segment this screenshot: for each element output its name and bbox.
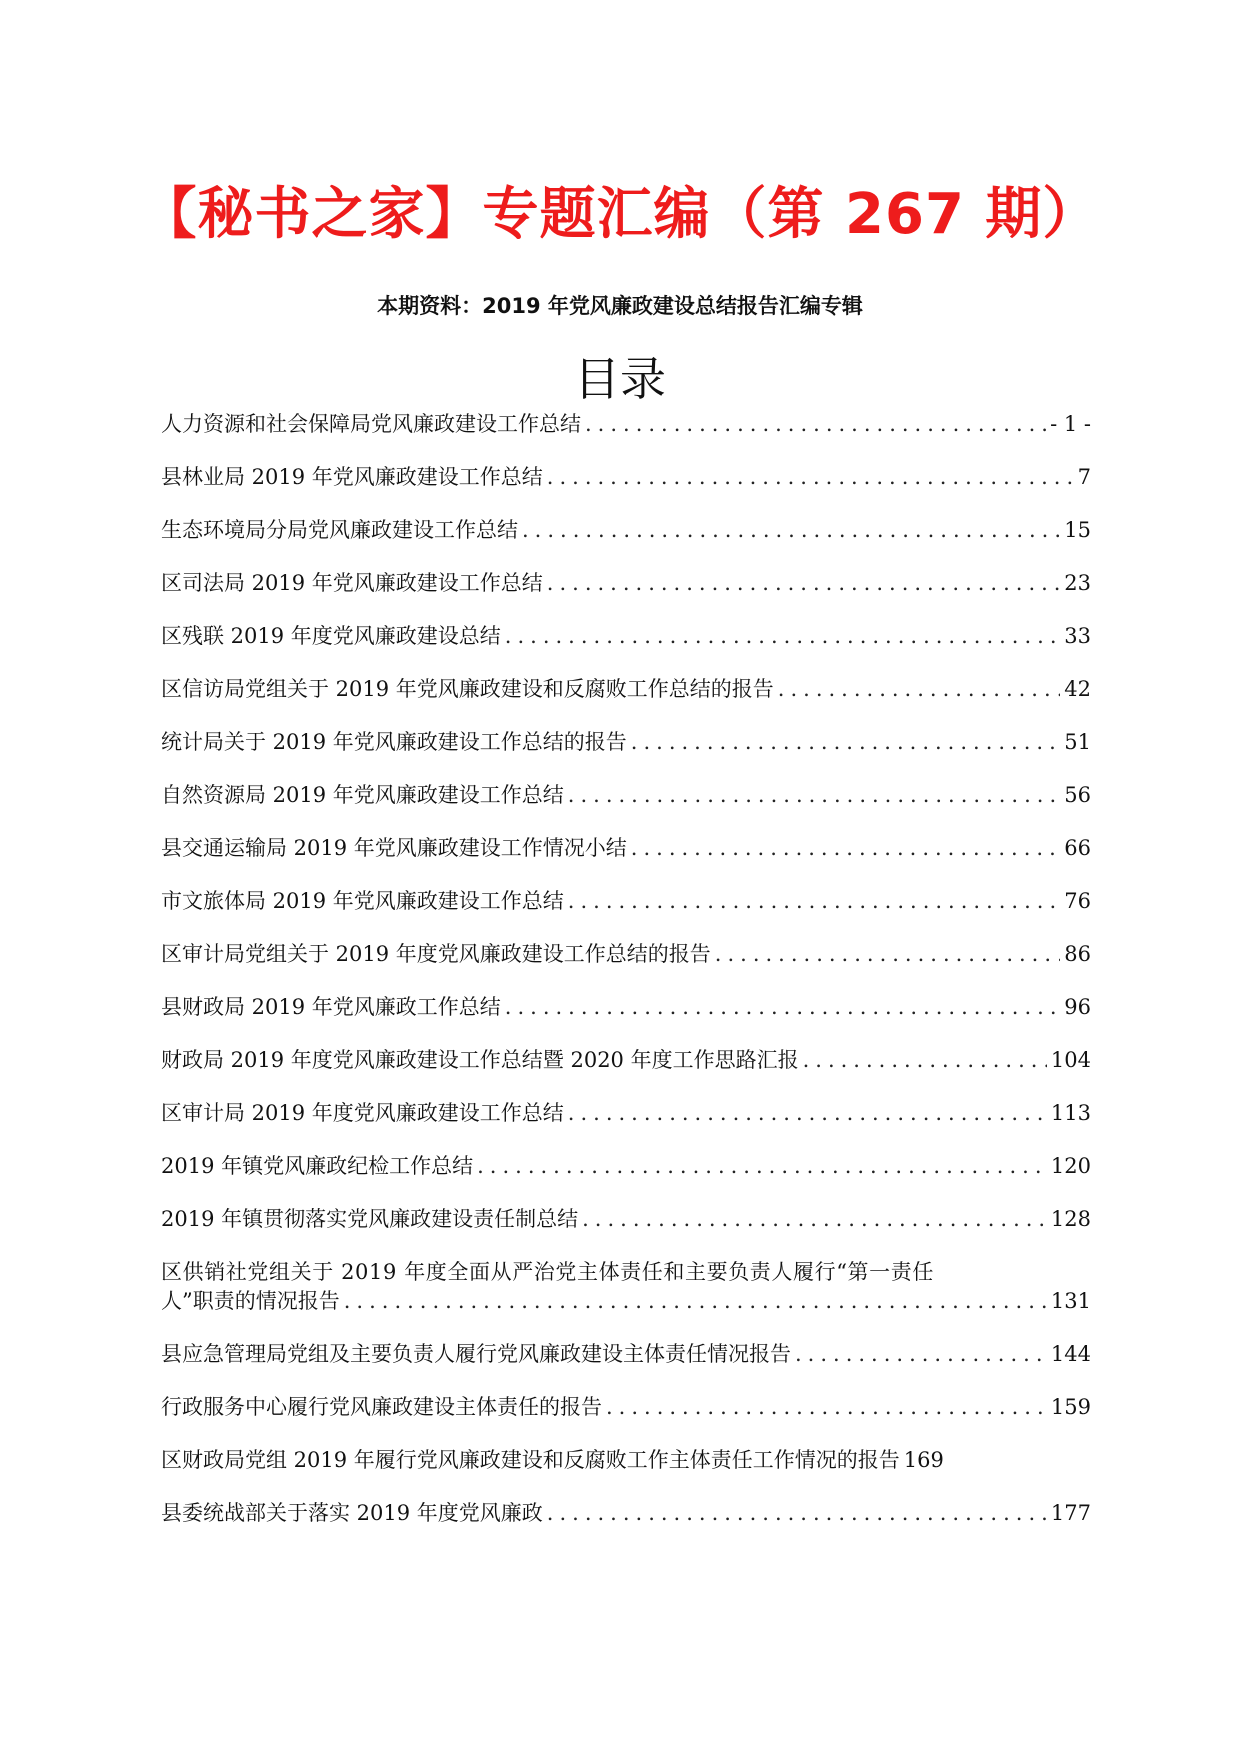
toc-entry[interactable] <box>161 993 1091 1022</box>
toc-entry[interactable] <box>161 1099 1091 1128</box>
toc-entry-page: 33 <box>1064 624 1091 648</box>
toc-leader-dots <box>543 463 1074 492</box>
toc-entry-page: 15 <box>1064 518 1091 542</box>
toc-entry-title: 县交通运输局 2019 年党风廉政建设工作情况小结 <box>161 836 627 860</box>
toc-entry[interactable] <box>161 887 1091 916</box>
toc-entry-page: 56 <box>1064 783 1091 807</box>
toc-entry[interactable] <box>161 1499 1091 1528</box>
toc-leader-dots <box>799 1046 1047 1075</box>
toc-leader-dots <box>543 1499 1047 1528</box>
toc-leader-dots <box>627 728 1060 757</box>
toc-entry-title: 区信访局党组关于 2019 年党风廉政建设和反腐败工作总结的报告 <box>161 677 774 701</box>
toc-entry-page: 144 <box>1050 1342 1091 1366</box>
toc-entry-title-line2: 人”职责的情况报告 <box>161 1289 340 1313</box>
toc-entry-page: 66 <box>1064 836 1091 860</box>
toc-entry-page: 7 <box>1077 465 1091 489</box>
toc-leader-dots <box>602 1393 1047 1422</box>
toc-leader-dots <box>564 887 1060 916</box>
toc-entry-title: 县委统战部关于落实 2019 年度党风廉政 <box>161 1501 543 1525</box>
toc-entry-title: 统计局关于 2019 年党风廉政建设工作总结的报告 <box>161 730 627 754</box>
toc-leader-dots <box>340 1287 1047 1316</box>
toc-leader-dots <box>581 410 1046 439</box>
toc-entry[interactable] <box>161 728 1091 757</box>
toc-entry-title: 区残联 2019 年度党风廉政建设总结 <box>161 624 501 648</box>
toc-entry-page: 128 <box>1050 1207 1091 1231</box>
toc-leader-dots <box>711 940 1060 969</box>
page-title: 【秘书之家】专题汇编（第 267 期） <box>140 182 1100 247</box>
toc-entry[interactable] <box>161 463 1091 492</box>
toc-entry-line2 <box>161 1287 1091 1316</box>
toc-leader-dots <box>501 993 1060 1022</box>
toc-entry[interactable] <box>161 516 1091 545</box>
toc-entry-title: 行政服务中心履行党风廉政建设主体责任的报告 <box>161 1395 602 1419</box>
toc-leader-dots <box>578 1205 1047 1234</box>
toc-entry[interactable] <box>161 1258 1091 1316</box>
toc-entry-title: 人力资源和社会保障局党风廉政建设工作总结 <box>161 412 581 436</box>
page-subtitle: 本期资料：2019 年党风廉政建设总结报告汇编专辑 <box>377 294 863 318</box>
toc-entry[interactable] <box>161 1393 1091 1422</box>
toc-entry-page: 169 <box>903 1448 944 1472</box>
toc-entry[interactable] <box>161 1340 1091 1369</box>
toc-entry-page: 42 <box>1064 677 1091 701</box>
toc-entry[interactable] <box>161 1205 1091 1234</box>
toc-leader-dots <box>543 569 1060 598</box>
toc-leader-dots <box>564 1099 1047 1128</box>
toc-entry[interactable] <box>161 410 1091 439</box>
toc-entry-title: 县林业局 2019 年党风廉政建设工作总结 <box>161 465 543 489</box>
toc-entry-page: - 1 - <box>1050 412 1091 436</box>
toc-entry-page: 96 <box>1064 995 1091 1019</box>
toc-entry-title: 2019 年镇党风廉政纪检工作总结 <box>161 1154 474 1178</box>
toc-entry-title: 县应急管理局党组及主要负责人履行党风廉政建设主体责任情况报告 <box>161 1342 791 1366</box>
toc-entry[interactable] <box>161 675 1091 704</box>
toc-entry-title: 自然资源局 2019 年党风廉政建设工作总结 <box>161 783 564 807</box>
toc-leader-dots <box>774 675 1060 704</box>
toc-entry-page: 51 <box>1064 730 1091 754</box>
toc-entry-page: 159 <box>1050 1395 1091 1419</box>
toc-heading: 目录 <box>574 352 666 406</box>
toc-entry-title: 市文旅体局 2019 年党风廉政建设工作总结 <box>161 889 564 913</box>
toc-entry-title: 生态环境局分局党风廉政建设工作总结 <box>161 518 518 542</box>
toc-leader-dots <box>501 622 1060 651</box>
toc-entry[interactable] <box>161 1046 1091 1075</box>
toc-entry-title: 区审计局 2019 年度党风廉政建设工作总结 <box>161 1101 564 1125</box>
toc-entry[interactable] <box>161 1152 1091 1181</box>
toc-entry-title: 区审计局党组关于 2019 年度党风廉政建设工作总结的报告 <box>161 942 711 966</box>
toc-entry[interactable] <box>161 834 1091 863</box>
table-of-contents <box>161 410 1091 1552</box>
toc-entry-title: 2019 年镇贯彻落实党风廉政建设责任制总结 <box>161 1207 579 1231</box>
toc-leader-dots <box>627 834 1060 863</box>
toc-entry-title: 区司法局 2019 年党风廉政建设工作总结 <box>161 571 543 595</box>
toc-entry-page: 131 <box>1050 1289 1091 1313</box>
toc-entry-title: 县财政局 2019 年党风廉政工作总结 <box>161 995 501 1019</box>
toc-entry-title: 财政局 2019 年度党风廉政建设工作总结暨 2020 年度工作思路汇报 <box>161 1048 799 1072</box>
toc-leader-dots <box>518 516 1060 545</box>
toc-entry[interactable] <box>161 569 1091 598</box>
toc-leader-dots <box>791 1340 1047 1369</box>
toc-entry-page: 86 <box>1064 942 1091 966</box>
toc-entry-page: 177 <box>1050 1501 1091 1525</box>
toc-entry-page: 120 <box>1050 1154 1091 1178</box>
toc-entry[interactable] <box>161 1446 1091 1475</box>
toc-entry[interactable] <box>161 940 1091 969</box>
toc-entry-page: 104 <box>1050 1048 1091 1072</box>
toc-entry-title-line1: 区供销社党组关于 2019 年度全面从严治党主体责任和主要负责人履行“第一责任 <box>161 1260 934 1284</box>
toc-entry-page: 23 <box>1064 571 1091 595</box>
toc-entry-page: 113 <box>1050 1101 1091 1125</box>
toc-entry-page: 76 <box>1064 889 1091 913</box>
toc-entry[interactable] <box>161 622 1091 651</box>
toc-entry[interactable] <box>161 781 1091 810</box>
toc-leader-dots <box>564 781 1060 810</box>
toc-entry-title: 区财政局党组 2019 年履行党风廉政建设和反腐败工作主体责任工作情况的报告 <box>161 1448 900 1472</box>
toc-leader-dots <box>473 1152 1047 1181</box>
